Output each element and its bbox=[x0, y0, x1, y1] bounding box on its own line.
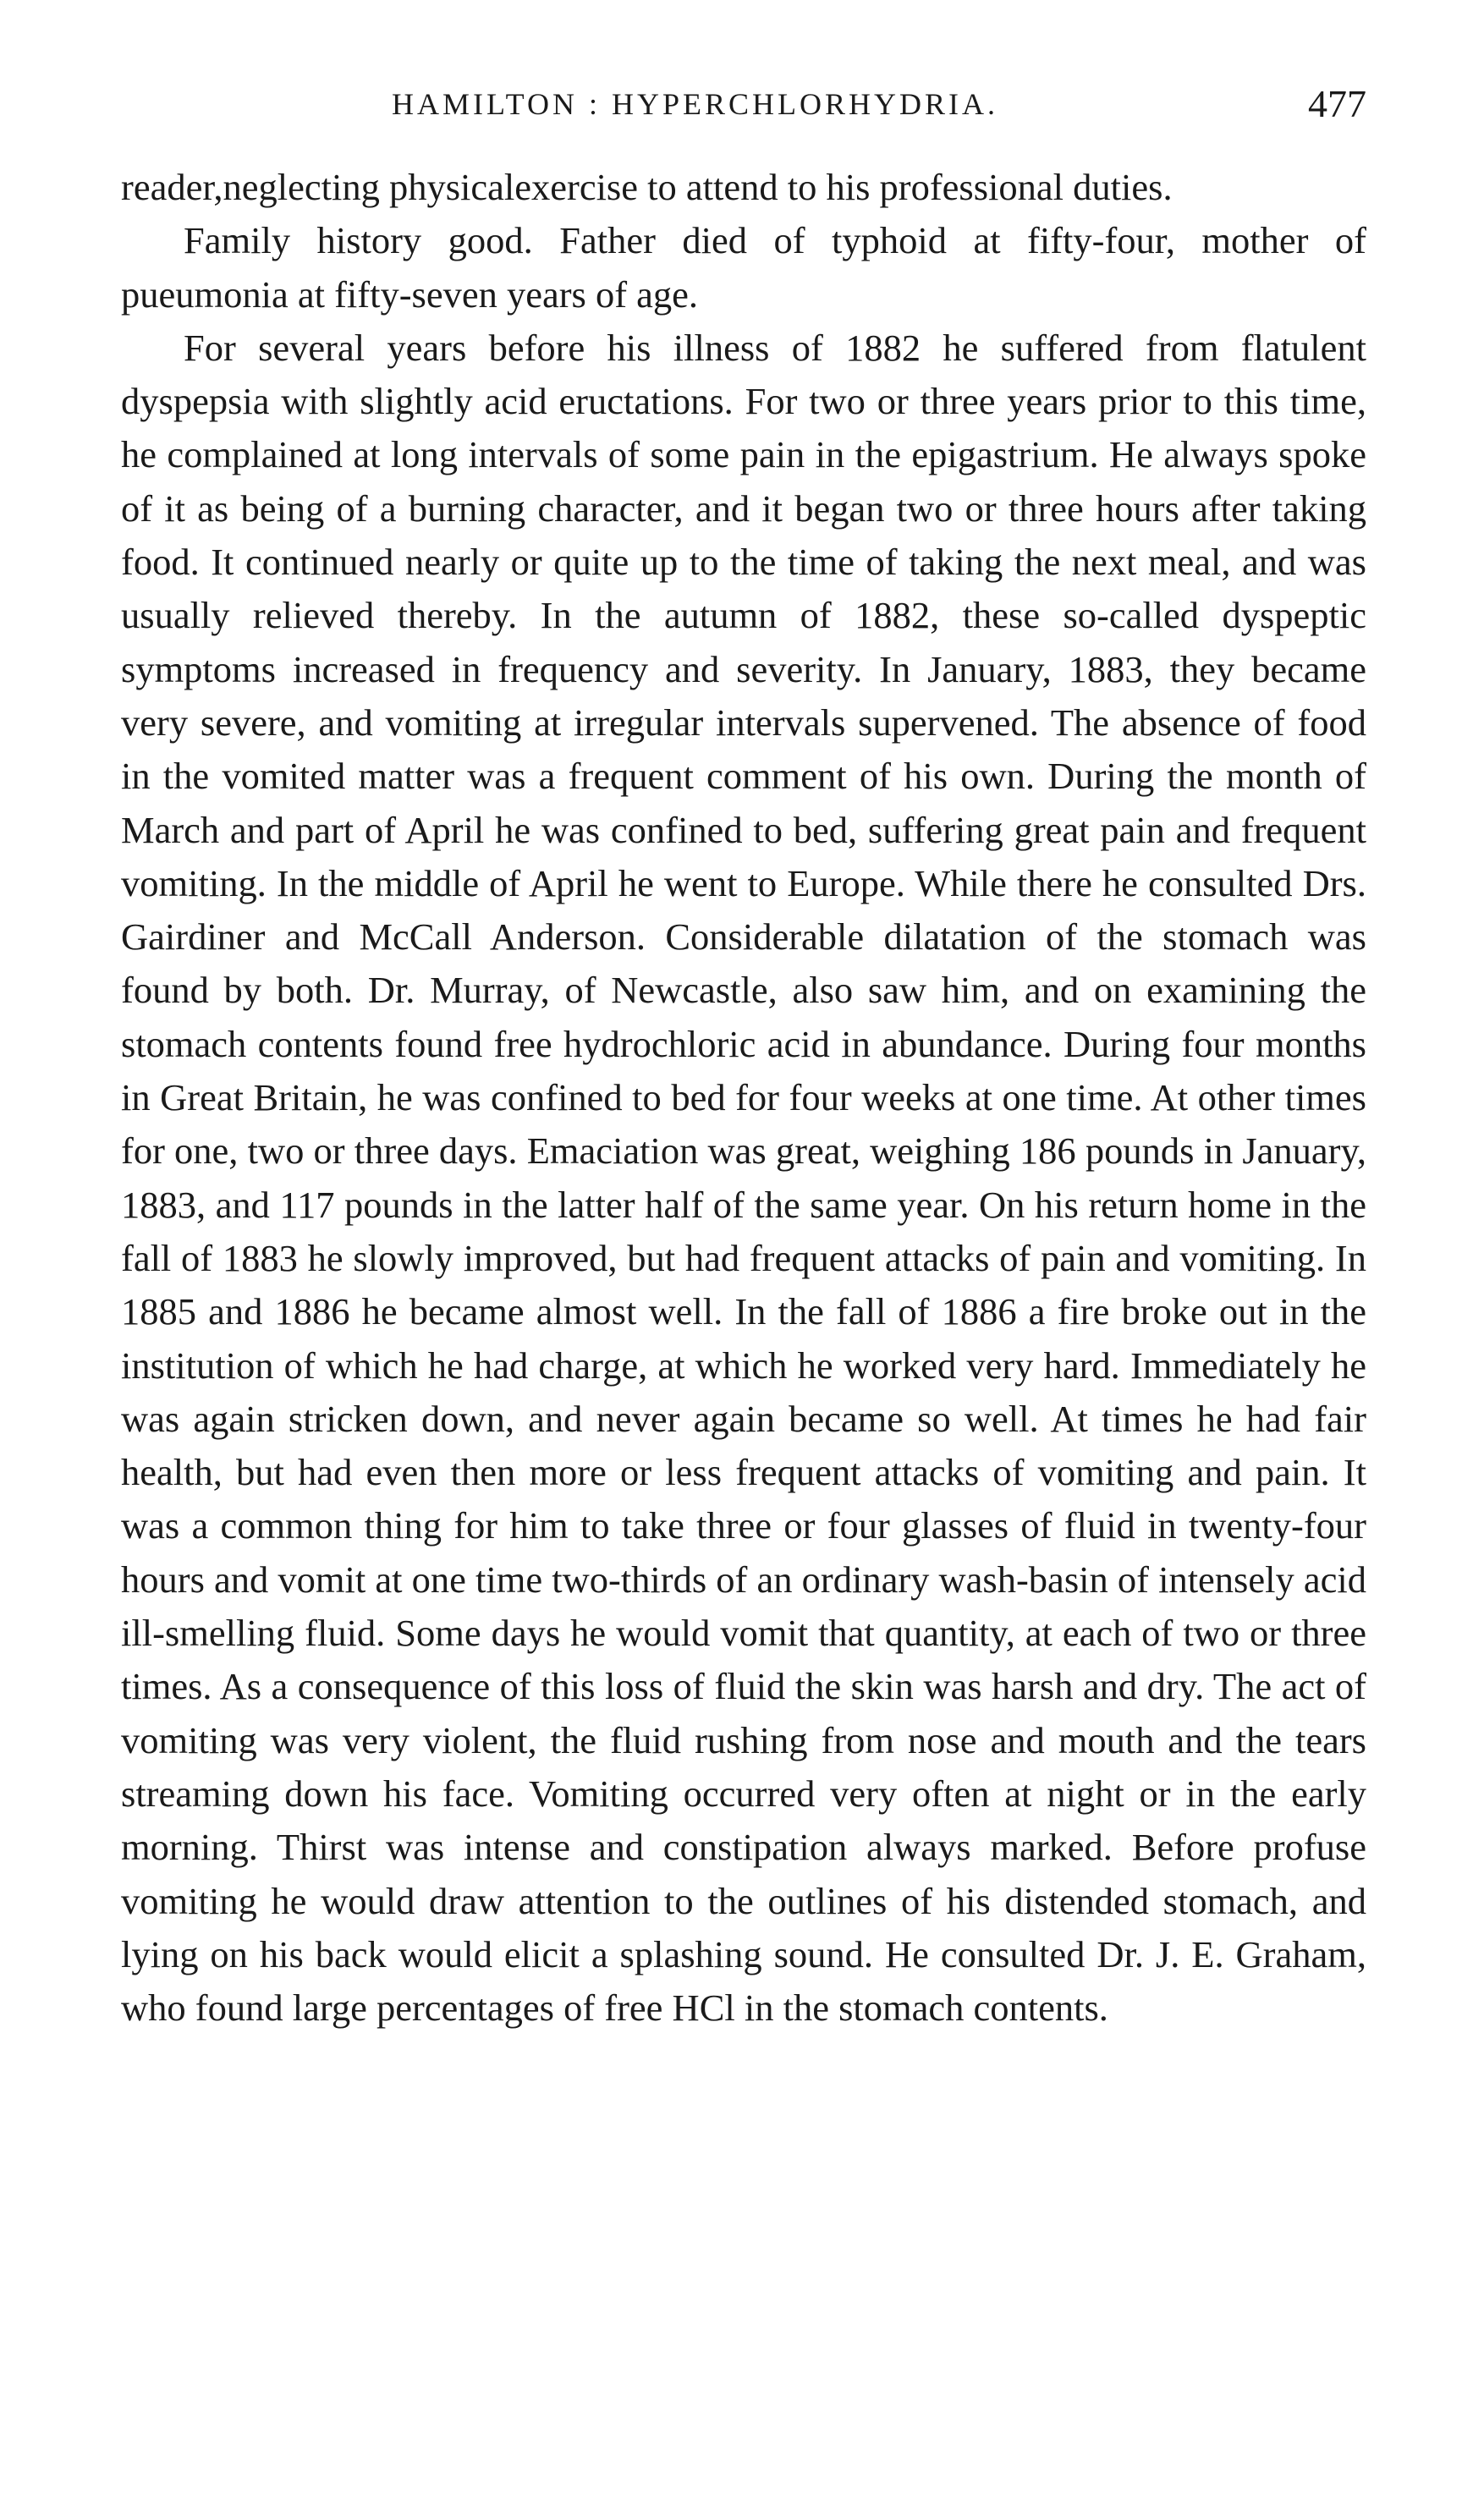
paragraph-family-history: Family history good. Father died of typhoid at fifty-four, mother of pueumonia at fifty-seven years of age. bbox=[121, 219, 1366, 316]
page-number: 477 bbox=[1308, 82, 1366, 125]
body-text bbox=[121, 161, 1366, 2035]
paragraph-case-history: For several years before his illness of 1882 he suffered from flatulent dyspepsia with slightly acid eructations. For two or three years prior to this time, he complained at long intervals of some pain in the epigastrium. He always spoke of it as being of a burning character, and it began two or three hours after taking food. It continued nearly or quite up to the time of taking the next meal, and was usually relieved thereby. In the autumn of 1882, these so-called dyspeptic symptoms increased in frequency and severity. In January, 1883, they became very severe, and vomiting at irregular intervals supervened. The absence of food in the vomited matter was a frequent comment of his own. During the month of March and part of April he was confined to bed, suffering great pain and frequent vomiting. In the middle of April he went to Europe. While there he consulted Drs. Gairdiner and McCall Anderson. Considerable dilatation of the stomach was found by both. Dr. Murray, of Newcastle, also saw him, and on examining the stomach contents found free hydrochloric acid in abundance. During four months in Great Britain, he was confined to bed for four weeks at one time. At other times for one, two or three days. Emaciation was great, weighing 186 pounds in January, 1883, and 117 pounds in the latter half of the same year. On his return home in the fall of 1883 he slowly improved, but had frequent attacks of pain and vomiting. In 1885 and 1886 he became almost well. In the fall of 1886 a fire broke out in the institution of which he had charge, at which he worked very hard. Immediately he was again stricken down, and never again became so well. At times he had fair health, but had even then more or less frequent attacks of vomiting and pain. It was a common thing for him to take three or four glasses of fluid in twenty-four hours and vomit at one time two-thirds of an ordinary wash-basin of intensely acid ill-smelling fluid. Some days he would vomit that quantity, at each of two or three times. As a consequence of this loss of fluid the skin was harsh and dry. The act of vomiting was very violent, the fluid rushing from nose and mouth and the tears streaming down his face. Vomiting occurred very often at night or in the early morning. Thirst was intense and constipation always marked. Before profuse vomiting he would draw attention to the outlines of his distended stomach, and lying on his back would elicit a splashing sound. He consulted Dr. J. E. Graham, who found large percentages of free HCl in the stomach contents. bbox=[121, 326, 1366, 2030]
running-head bbox=[121, 81, 1366, 135]
running-title: HAMILTON : HYPERCHLORHYDRIA. bbox=[392, 87, 999, 121]
paragraph-continuation: reader,neglecting physicalexercise to attend to his professional duties. bbox=[121, 166, 1173, 208]
journal-page bbox=[121, 81, 1366, 2035]
